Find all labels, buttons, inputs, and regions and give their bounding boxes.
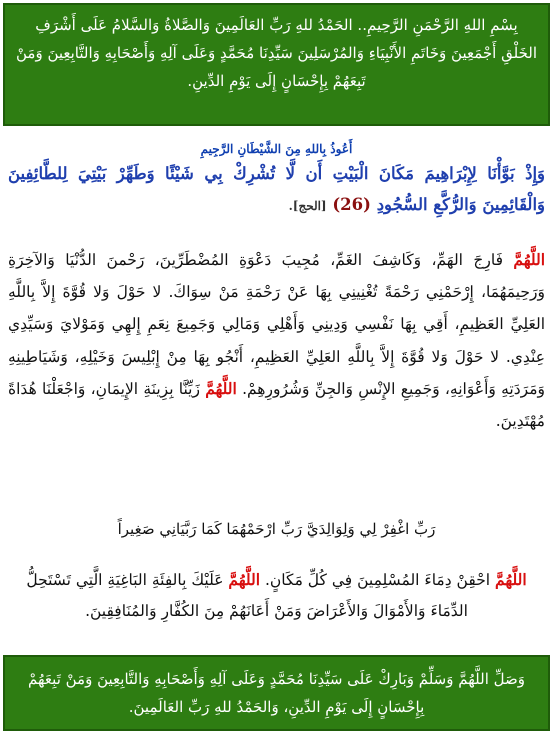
dua2-paragraph [8, 564, 545, 627]
istiadha-line: أَعُوذُ بِاللهِ مِنَ الشَّيْطَانِ الرَّجِيمِ [200, 142, 353, 156]
quran-verse-text: وَإِذْ بَوَّأْنَا لِإِبْرَاهِيمَ مَكَانَ الْبَيْتِ أَن لَّا تُشْرِكْ بِي شَيْئًا وَطَهِّرْ بَيْتِيَ لِلطَّائِفِينَ وَالْقَائِمِينَ وَالرُّكَّعِ السُّجُودِ [8, 164, 545, 214]
allahumma-word: اللَّهُمَّ [228, 570, 261, 589]
opening-box [3, 3, 550, 126]
rabbi-line: رَبِّ اغْفِرْ لِي وَلِوَالِدَيَّ رَبِّ ارْحَمْهُمَا كَمَا رَبَّيَانِي صَغِيراً [117, 520, 436, 538]
surah-reference: [الحج]. [288, 199, 327, 213]
closing-text: وَصَلِّ اللَّهُمَّ وَسَلِّمْ وَبَارِكْ عَلَى سَيِّدِنَا مُحَمَّدٍ وَعَلَى آلِهِ وَأَصْحَابِهِ وَالتَّابِعِينَ وَمَنْ تَبِعَهُمْ بِإِحْسَانٍ إِلَى يَوْمِ الدِّينِ، وَالحَمْدُ للهِ رَبِّ العَالَمِينَ. [28, 670, 525, 716]
dua-paragraph [8, 244, 545, 437]
dua-text-part2: زَيِّنَّا بِزِينَةِ الإِيمَانِ، وَاجْعَلْنَا هُدَاةً مُهْتَدِينَ. [8, 379, 545, 431]
dua-text-part1: فَارِجَ الهَمِّ، وَكَاشِفَ الغَمِّ، مُجِيبَ دَعْوَةِ المُضْطَرِّينَ، رَحْمنَ الدُّنْيَا وَالآخِرَةِ وَرَحِيمَهُمَا، إِرْحَمْنِي رَحْمَةً تُغْنِينِي بِهَا عَنْ رَحْمَةِ مَنْ سِوَاكَ. لا حَوْلَ وَلا قُوَّةَ إِلاَّ بِاللَّهِ العَلِيِّ العَظِيمِ، أَقِي بِهَا نَفْسِي وَدِينِي وَأَهْلِي وَمَالِي وَجَمِيعَ نِعَمِ إِلهِي وَمَوْلايَ وَسَيِّدِي عِنْدِي. لا حَوْلَ وَلا قُوَّةَ إِلاَّ بِاللَّهِ العَلِيِّ العَظِيمِ، أَنْجُو بِهَا مِنْ إِبْلِيسَ وَخَيْلِهِ، وَشَيَاطِينِهِ وَمَرَدَتِهِ وَأَعْوَانِهِ، وَجَمِيعِ الإِنْسِ وَالجِنِّ وَشُرُورِهِمْ. [8, 251, 545, 398]
dua2-text-part1: احْقِنْ دِمَاءَ المُسْلِمِينَ فِي كُلِّ مَكَانٍ. [260, 571, 496, 589]
allahumma-word: اللَّهُمَّ [205, 378, 237, 398]
allahumma-word: اللَّهُمَّ [513, 250, 545, 269]
allahumma-word: اللَّهُمَّ [495, 570, 527, 589]
verse-number: (26) [332, 195, 371, 214]
quran-verse [8, 158, 545, 222]
closing-box [3, 655, 550, 731]
opening-text: بِسْمِ اللهِ الرَّحْمَنِ الرَّحِيمِ.. الحَمْدُ للهِ رَبِّ العَالَمِينَ وَالصَّلاةُ وَالسَّلامُ عَلَى أَشْرَفِ الخَلْقِ أَجْمَعِينَ وَخَاتَمِ الأَنْبِيَاءِ وَالمُرْسَلِينَ سَيِّدِنَا مُحَمَّدٍ وَعَلَى آلِهِ وَأَصْحَابِهِ وَالتَّابِعِينَ وَمَنْ تَبِعَهُمْ بِإِحْسَانٍ إِلَى يَوْمِ الدِّينِ. [15, 16, 538, 90]
dua2-text-part2: عَلَيْكَ بِالفِئَةِ البَاغِيَةِ الَّتِي تَسْتَحِلُّ الدِّمَاءَ وَالأَمْوَالَ وَالأَعْرَاضَ وَمَنْ أَعَانَهُمْ مِنَ الكُفَّارِ وَالمُنَافِقِينَ. [26, 571, 468, 620]
